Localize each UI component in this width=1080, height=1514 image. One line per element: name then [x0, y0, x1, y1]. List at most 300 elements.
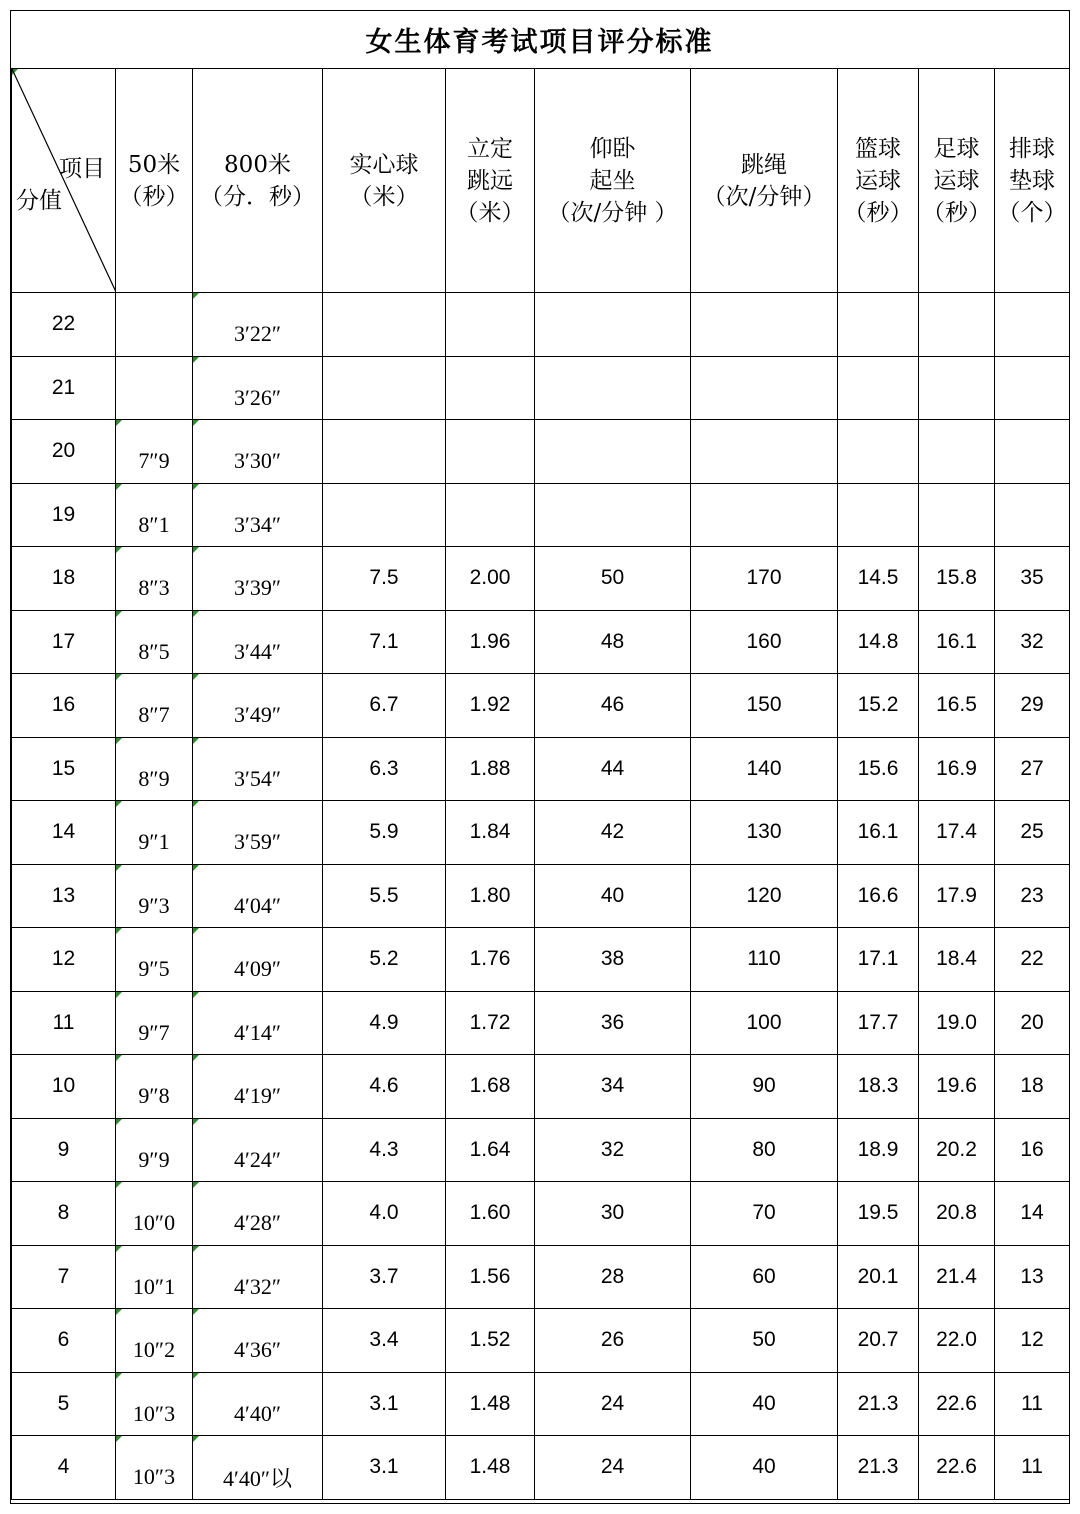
- standing-jump-cell: [446, 674, 535, 738]
- 50m-cell: [116, 1436, 193, 1500]
- basketball-dribble-cell: [838, 928, 919, 992]
- situps-cell: [535, 864, 691, 928]
- situps-value: 48: [600, 629, 625, 653]
- volleyball-pass-cell: [995, 928, 1070, 992]
- basketball-dribble-cell: [838, 1309, 919, 1373]
- 800m-cell: [193, 737, 323, 801]
- 800m-value: 4′32″: [234, 1273, 281, 1299]
- 50m-cell: [116, 674, 193, 738]
- 50m-value: 9″9: [138, 1146, 170, 1172]
- jump-rope-header-line: 跳绳: [741, 151, 787, 178]
- basketball-dribble-value: 17.1: [857, 947, 899, 971]
- volleyball-pass-value: 25: [1020, 820, 1044, 844]
- jump-rope-cell: [691, 864, 838, 928]
- football-dribble-cell: [919, 737, 995, 801]
- volleyball-pass-header-line: 垫球: [1009, 167, 1055, 194]
- jump-rope-cell: [691, 483, 838, 547]
- 800m-cell: [193, 293, 323, 357]
- basketball-dribble-cell: [838, 420, 919, 484]
- basketball-dribble-cell: [838, 864, 919, 928]
- table-row: [12, 1436, 1070, 1500]
- jump-rope-cell: [691, 991, 838, 1055]
- jump-rope-value: 50: [752, 1328, 776, 1352]
- score-cell: [12, 1372, 116, 1436]
- situps-header-line: 起坐: [589, 167, 636, 194]
- football-dribble-header-line: 运球: [933, 167, 980, 194]
- medicine-ball-cell: [323, 801, 446, 865]
- 50m-header-line: 50米: [127, 151, 181, 178]
- football-dribble-value: 21.4: [936, 1264, 977, 1288]
- basketball-dribble-cell: [838, 674, 919, 738]
- 50m-cell: [116, 1182, 193, 1246]
- score-cell: [12, 1436, 116, 1500]
- jump-rope-value: 70: [752, 1201, 776, 1225]
- 800m-value: 3′22″: [234, 321, 281, 347]
- basketball-dribble-value: 18.9: [857, 1137, 899, 1161]
- standing-jump-value: 1.92: [469, 693, 511, 717]
- standing-jump-value: 1.88: [469, 756, 511, 780]
- medicine-ball-value: 7.5: [369, 566, 399, 590]
- jump-rope-header: [691, 69, 838, 293]
- basketball-dribble-header-line: 运球: [855, 167, 901, 194]
- basketball-dribble-value: 18.3: [857, 1074, 899, 1098]
- basketball-dribble-header: [838, 69, 919, 293]
- situps-value: 34: [600, 1074, 625, 1098]
- 800m-cell: [193, 356, 323, 420]
- 800m-cell: [193, 1245, 323, 1309]
- score-value: 13: [51, 883, 76, 907]
- basketball-dribble-value: 21.3: [857, 1455, 899, 1479]
- basketball-dribble-cell: [838, 293, 919, 357]
- standing-jump-cell: [446, 1372, 535, 1436]
- 50m-value: 10″3: [132, 1464, 176, 1490]
- standing-jump-value: 1.60: [469, 1201, 511, 1225]
- score-value: 18: [51, 566, 76, 590]
- basketball-dribble-cell: [838, 610, 919, 674]
- score-cell: [12, 737, 116, 801]
- football-dribble-cell: [919, 801, 995, 865]
- score-value: 6: [57, 1328, 70, 1352]
- medicine-ball-cell: [323, 1182, 446, 1246]
- basketball-dribble-cell: [838, 356, 919, 420]
- jump-rope-value: 100: [746, 1010, 782, 1034]
- situps-cell: [535, 293, 691, 357]
- standing-jump-cell: [446, 483, 535, 547]
- standing-jump-cell: [446, 928, 535, 992]
- situps-cell: [535, 547, 691, 611]
- 800m-value: 4′40″: [234, 1400, 281, 1426]
- score-value: 7: [57, 1264, 70, 1288]
- table-row: [12, 547, 1070, 611]
- medicine-ball-cell: [323, 864, 446, 928]
- medicine-ball-value: 4.9: [369, 1010, 399, 1034]
- jump-rope-cell: [691, 1372, 838, 1436]
- 800m-value: 4′09″: [234, 956, 281, 982]
- 800m-value: 3′39″: [234, 575, 281, 601]
- 800m-cell: [193, 1436, 323, 1500]
- table-row: [12, 420, 1070, 484]
- medicine-ball-cell: [323, 483, 446, 547]
- score-value: 14: [51, 820, 76, 844]
- football-dribble-cell: [919, 674, 995, 738]
- table-row: [12, 1182, 1070, 1246]
- football-dribble-cell: [919, 864, 995, 928]
- score-cell: [12, 547, 116, 611]
- volleyball-pass-cell: [995, 674, 1070, 738]
- 50m-value: 10″0: [132, 1210, 176, 1236]
- score-standard-sheet: [10, 10, 1070, 1504]
- 800m-cell: [193, 1118, 323, 1182]
- score-cell: [12, 293, 116, 357]
- standing-jump-value: 1.48: [469, 1391, 511, 1415]
- 800m-value: 3′26″: [234, 384, 281, 410]
- football-dribble-cell: [919, 1118, 995, 1182]
- football-dribble-cell: [919, 610, 995, 674]
- situps-cell: [535, 420, 691, 484]
- table-row: [12, 610, 1070, 674]
- jump-rope-cell: [691, 1118, 838, 1182]
- volleyball-pass-cell: [995, 547, 1070, 611]
- football-dribble-value: 16.1: [936, 629, 977, 653]
- basketball-dribble-value: 21.3: [857, 1391, 899, 1415]
- medicine-ball-cell: [323, 420, 446, 484]
- volleyball-pass-cell: [995, 293, 1070, 357]
- basketball-dribble-value: 15.6: [857, 756, 899, 780]
- situps-value: 40: [600, 883, 625, 907]
- score-cell: [12, 1309, 116, 1373]
- situps-value: 26: [600, 1328, 625, 1352]
- standing-jump-value: 1.80: [469, 883, 511, 907]
- situps-cell: [535, 610, 691, 674]
- table-row: [12, 1118, 1070, 1182]
- medicine-ball-value: 7.1: [369, 629, 399, 653]
- score-cell: [12, 1245, 116, 1309]
- football-dribble-cell: [919, 1182, 995, 1246]
- basketball-dribble-header-line: 篮球: [855, 135, 901, 162]
- header-row: [12, 69, 1070, 293]
- volleyball-pass-value: 12: [1020, 1328, 1044, 1352]
- volleyball-pass-value: 11: [1021, 1455, 1043, 1479]
- jump-rope-cell: [691, 1055, 838, 1119]
- 50m-cell: [116, 801, 193, 865]
- medicine-ball-value: 3.1: [369, 1455, 399, 1479]
- score-cell: [12, 420, 116, 484]
- situps-cell: [535, 1118, 691, 1182]
- standing-jump-value: 1.52: [469, 1328, 511, 1352]
- 50m-cell: [116, 420, 193, 484]
- 50m-value: 9″7: [138, 1019, 170, 1045]
- medicine-ball-header-line: （米）: [349, 183, 419, 210]
- standing-jump-cell: [446, 293, 535, 357]
- medicine-ball-value: 4.6: [369, 1074, 399, 1098]
- 800m-cell: [193, 1372, 323, 1436]
- volleyball-pass-value: 27: [1020, 756, 1044, 780]
- score-value: 5: [57, 1391, 70, 1415]
- jump-rope-cell: [691, 674, 838, 738]
- situps-cell: [535, 928, 691, 992]
- football-dribble-cell: [919, 483, 995, 547]
- jump-rope-value: 40: [752, 1455, 776, 1479]
- jump-rope-value: 140: [746, 756, 782, 780]
- standing-jump-cell: [446, 1309, 535, 1373]
- 800m-cell: [193, 1309, 323, 1373]
- situps-cell: [535, 1436, 691, 1500]
- basketball-dribble-value: 19.5: [857, 1201, 899, 1225]
- jump-rope-cell: [691, 1182, 838, 1246]
- 800m-header: [193, 69, 323, 293]
- score-cell: [12, 483, 116, 547]
- jump-rope-cell: [691, 610, 838, 674]
- volleyball-pass-cell: [995, 864, 1070, 928]
- football-dribble-value: 22.6: [936, 1455, 977, 1479]
- football-dribble-value: 22.6: [936, 1391, 977, 1415]
- medicine-ball-value: 3.1: [369, 1391, 399, 1415]
- 50m-cell: [116, 610, 193, 674]
- situps-header-line: 仰卧: [589, 135, 636, 162]
- standing-jump-header-line: 跳远: [467, 167, 513, 194]
- football-dribble-value: 19.0: [936, 1010, 977, 1034]
- volleyball-pass-value: 23: [1020, 883, 1044, 907]
- 50m-cell: [116, 737, 193, 801]
- jump-rope-value: 40: [752, 1391, 776, 1415]
- 50m-cell: [116, 991, 193, 1055]
- jump-rope-value: 150: [746, 693, 782, 717]
- medicine-ball-cell: [323, 1055, 446, 1119]
- volleyball-pass-cell: [995, 991, 1070, 1055]
- situps-cell: [535, 674, 691, 738]
- volleyball-pass-cell: [995, 1055, 1070, 1119]
- score-cell: [12, 864, 116, 928]
- 50m-value: 10″3: [132, 1400, 176, 1426]
- score-cell: [12, 1118, 116, 1182]
- volleyball-pass-value: 18: [1020, 1074, 1044, 1098]
- 50m-value: 8″1: [138, 511, 170, 537]
- football-dribble-cell: [919, 991, 995, 1055]
- situps-value: 46: [600, 693, 625, 717]
- football-dribble-value: 20.8: [936, 1201, 977, 1225]
- situps-value: 42: [600, 820, 625, 844]
- standing-jump-cell: [446, 1245, 535, 1309]
- basketball-dribble-value: 16.1: [857, 820, 899, 844]
- football-dribble-value: 16.9: [936, 756, 977, 780]
- medicine-ball-value: 5.9: [369, 820, 399, 844]
- score-value: 8: [57, 1201, 70, 1225]
- score-value: 9: [57, 1137, 70, 1161]
- 50m-header: [116, 69, 193, 293]
- basketball-dribble-cell: [838, 801, 919, 865]
- standing-jump-value: 1.56: [469, 1264, 511, 1288]
- medicine-ball-header: [323, 69, 446, 293]
- page-title: 女生体育考试项目评分标准: [365, 27, 714, 58]
- volleyball-pass-value: 32: [1020, 629, 1044, 653]
- situps-value: 50: [600, 566, 625, 590]
- jump-rope-header-line: （次/分钟）: [702, 183, 826, 210]
- standing-jump-cell: [446, 864, 535, 928]
- medicine-ball-cell: [323, 1436, 446, 1500]
- standing-jump-cell: [446, 737, 535, 801]
- standing-jump-cell: [446, 547, 535, 611]
- medicine-ball-value: 3.7: [369, 1264, 399, 1288]
- 50m-value: 9″3: [138, 892, 170, 918]
- volleyball-pass-cell: [995, 1118, 1070, 1182]
- football-dribble-cell: [919, 1309, 995, 1373]
- football-dribble-cell: [919, 420, 995, 484]
- football-dribble-value: 19.6: [936, 1074, 977, 1098]
- 800m-value: 3′54″: [234, 765, 281, 791]
- basketball-dribble-header-line: （秒）: [843, 199, 913, 226]
- volleyball-pass-cell: [995, 1372, 1070, 1436]
- score-value: 21: [51, 375, 76, 399]
- medicine-ball-value: 6.7: [369, 693, 399, 717]
- volleyball-pass-value: 14: [1020, 1201, 1044, 1225]
- basketball-dribble-cell: [838, 1436, 919, 1500]
- standing-jump-header-line: 立定: [467, 135, 513, 162]
- situps-cell: [535, 1245, 691, 1309]
- volleyball-pass-value: 13: [1020, 1264, 1044, 1288]
- table-row: [12, 864, 1070, 928]
- standing-jump-cell: [446, 420, 535, 484]
- 800m-value: 3′44″: [234, 638, 281, 664]
- 50m-cell: [116, 356, 193, 420]
- medicine-ball-value: 4.3: [369, 1137, 399, 1161]
- 50m-cell: [116, 1118, 193, 1182]
- standing-jump-header: [446, 69, 535, 293]
- 800m-cell: [193, 928, 323, 992]
- table-row: [12, 1055, 1070, 1119]
- football-dribble-cell: [919, 293, 995, 357]
- score-cell: [12, 928, 116, 992]
- score-cell: [12, 610, 116, 674]
- 800m-cell: [193, 801, 323, 865]
- standing-jump-value: 1.84: [469, 820, 511, 844]
- volleyball-pass-cell: [995, 1436, 1070, 1500]
- jump-rope-value: 170: [746, 566, 782, 590]
- volleyball-pass-header-line: 排球: [1009, 135, 1055, 162]
- 800m-cell: [193, 420, 323, 484]
- basketball-dribble-cell: [838, 483, 919, 547]
- standing-jump-value: 1.64: [469, 1137, 511, 1161]
- standing-jump-cell: [446, 610, 535, 674]
- table-row: [12, 1372, 1070, 1436]
- volleyball-pass-cell: [995, 1245, 1070, 1309]
- medicine-ball-value: 5.2: [369, 947, 399, 971]
- standing-jump-header-line: （米）: [455, 199, 525, 226]
- jump-rope-value: 120: [746, 883, 782, 907]
- 50m-cell: [116, 1372, 193, 1436]
- standing-jump-value: 1.96: [469, 629, 511, 653]
- football-dribble-cell: [919, 356, 995, 420]
- situps-cell: [535, 1309, 691, 1373]
- 50m-cell: [116, 1309, 193, 1373]
- volleyball-pass-cell: [995, 356, 1070, 420]
- standing-jump-cell: [446, 1055, 535, 1119]
- standing-jump-cell: [446, 1182, 535, 1246]
- table-row: [12, 483, 1070, 547]
- jump-rope-cell: [691, 547, 838, 611]
- medicine-ball-cell: [323, 547, 446, 611]
- 800m-cell: [193, 610, 323, 674]
- score-value: 15: [51, 756, 76, 780]
- score-value: 10: [51, 1074, 76, 1098]
- medicine-ball-cell: [323, 737, 446, 801]
- volleyball-pass-cell: [995, 1182, 1070, 1246]
- football-dribble-value: 17.4: [936, 820, 977, 844]
- score-value: 12: [51, 947, 76, 971]
- situps-value: 24: [600, 1391, 625, 1415]
- table-row: [12, 293, 1070, 357]
- football-dribble-cell: [919, 547, 995, 611]
- score-table: [11, 68, 1070, 1500]
- 800m-cell: [193, 547, 323, 611]
- 800m-value: 3′59″: [234, 829, 281, 855]
- corner-header-cell: [12, 69, 116, 293]
- score-value: 4: [57, 1455, 70, 1479]
- basketball-dribble-value: 14.8: [857, 629, 899, 653]
- situps-cell: [535, 1372, 691, 1436]
- situps-cell: [535, 737, 691, 801]
- score-value: 11: [52, 1010, 75, 1034]
- volleyball-pass-value: 22: [1020, 947, 1044, 971]
- situps-value: 38: [600, 947, 625, 971]
- 50m-value: 9″8: [138, 1083, 170, 1109]
- 800m-value: 4′40″以: [223, 1465, 292, 1491]
- 800m-value: 4′28″: [234, 1210, 281, 1236]
- 800m-cell: [193, 483, 323, 547]
- score-value: 16: [51, 693, 76, 717]
- medicine-ball-value: 6.3: [369, 756, 399, 780]
- standing-jump-value: 1.68: [469, 1074, 511, 1098]
- 800m-header-line: （分．秒）: [200, 183, 315, 210]
- 50m-cell: [116, 483, 193, 547]
- 50m-cell: [116, 1055, 193, 1119]
- table-row: [12, 801, 1070, 865]
- score-cell: [12, 991, 116, 1055]
- standing-jump-cell: [446, 1118, 535, 1182]
- score-cell: [12, 801, 116, 865]
- 800m-value: 4′04″: [234, 892, 281, 918]
- volleyball-pass-value: 20: [1020, 1010, 1044, 1034]
- standing-jump-value: 1.76: [469, 947, 511, 971]
- situps-value: 44: [600, 756, 625, 780]
- 800m-value: 4′19″: [234, 1083, 281, 1109]
- football-dribble-cell: [919, 1372, 995, 1436]
- football-dribble-header-line: 足球: [933, 135, 980, 162]
- volleyball-pass-cell: [995, 801, 1070, 865]
- jump-rope-cell: [691, 420, 838, 484]
- football-dribble-value: 18.4: [936, 947, 977, 971]
- situps-cell: [535, 801, 691, 865]
- jump-rope-value: 110: [747, 947, 781, 971]
- medicine-ball-cell: [323, 1245, 446, 1309]
- volleyball-pass-header: [995, 69, 1070, 293]
- volleyball-pass-cell: [995, 610, 1070, 674]
- medicine-ball-cell: [323, 1118, 446, 1182]
- 800m-value: 3′49″: [234, 702, 281, 728]
- table-row: [12, 1245, 1070, 1309]
- jump-rope-cell: [691, 1245, 838, 1309]
- jump-rope-value: 90: [752, 1074, 776, 1098]
- jump-rope-cell: [691, 928, 838, 992]
- medicine-ball-cell: [323, 991, 446, 1055]
- 50m-value: 8″3: [138, 575, 170, 601]
- basketball-dribble-value: 15.2: [857, 693, 899, 717]
- volleyball-pass-cell: [995, 483, 1070, 547]
- 800m-cell: [193, 1182, 323, 1246]
- football-dribble-cell: [919, 1245, 995, 1309]
- jump-rope-cell: [691, 356, 838, 420]
- 800m-cell: [193, 1055, 323, 1119]
- 50m-cell: [116, 1245, 193, 1309]
